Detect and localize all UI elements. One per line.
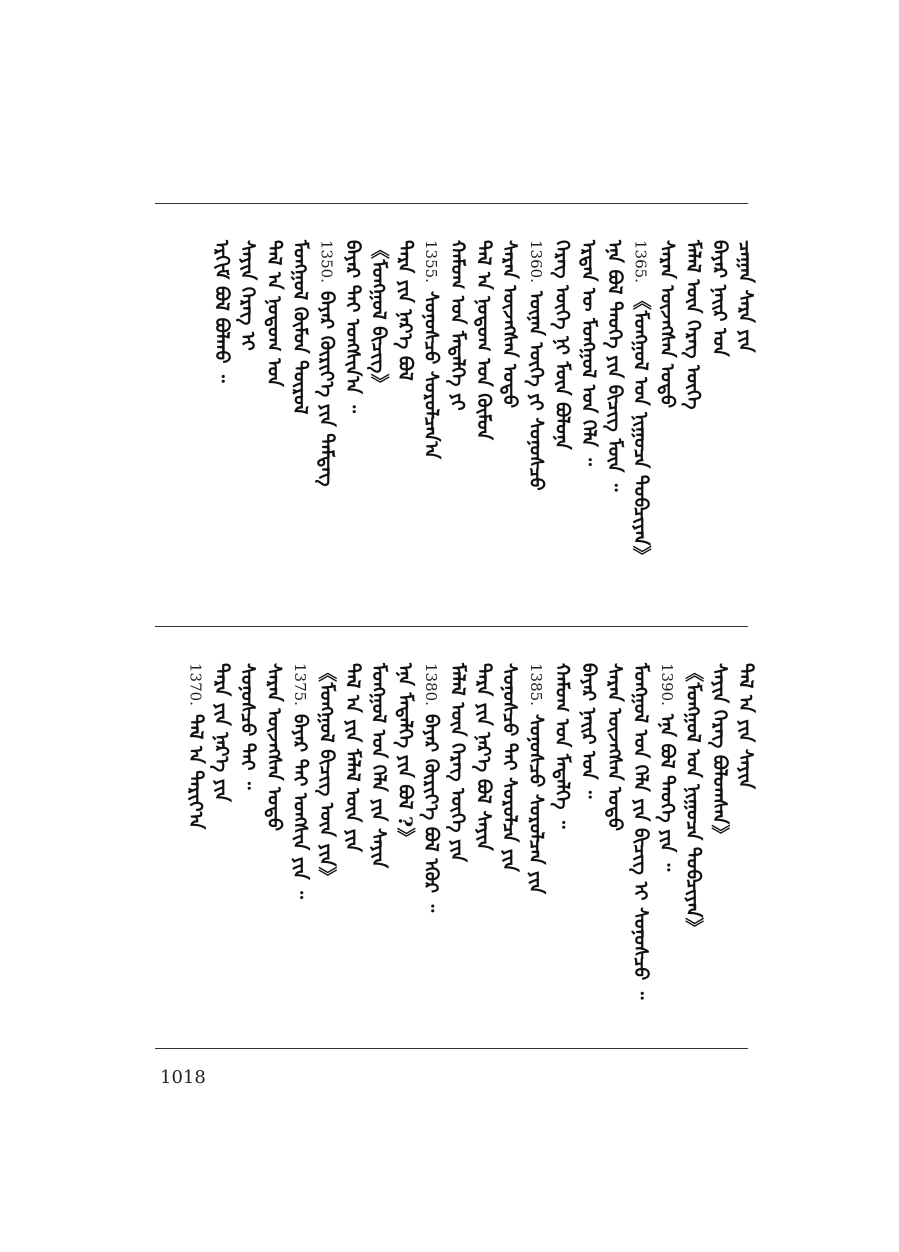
verse-line: ᠡᠨᠡ ᠮᠡᠳᠡᠯᠭᠡ ᠶᠢᠨ ᠪᠣᠯ ?》: [393, 663, 416, 847]
verse-column: [311, 663, 341, 886]
verse-line: ᠲᠡᠷᠡ ᠶᠢᠨ ᠨᠡᠷ᠎ᠡ ᠶᠢᠨ: [210, 663, 233, 802]
verse-line: ᠰᠠᠶᠢᠨ ᠬᠡᠷᠡᠭ ᠢ: [236, 240, 259, 351]
verse-line: ᠰᠠᠷᠠᠨ ᠦᠵᠡᠭᠰᠡᠨ ᠣᠳᠤ: [655, 240, 678, 408]
line-number: 1375.: [291, 663, 310, 706]
verse-line: ᠰᠣᠨᠣᠰᠴᠤ ᠰᠤᠷᠤᠯᠴᠠᠨ ᠶᠢᠨ: [524, 713, 547, 894]
verse-column: [442, 663, 472, 862]
verse-line: ᠬᠠᠮᠤᠭ ᠤᠨ ᠮᠡᠳᠡᠯᠭᠡ ᠃: [551, 663, 574, 829]
verse-column: [442, 240, 472, 411]
line-number: 1390.: [657, 663, 676, 706]
verse-column: [704, 240, 734, 356]
verse-line: ᠲᠡᠷᠡ ᠶᠢᠨ ᠨᠡᠷ᠎ᠡ ᠪᠣᠯ ᠰᠠᠶᠢᠨ: [472, 663, 495, 851]
verse-column: [468, 663, 498, 851]
verse-line: ᠪᠠᠶᠠᠷ ᠨᠠᠢᠷ ᠤᠨ ᠃: [577, 663, 600, 799]
verse-column: [258, 663, 288, 831]
verse-line: ᠡᠷᠲᠡᠨ ᠦ ᠮᠣᠩᠭᠣᠯ ᠤᠨ ᠬᠡᠯᠡ ᠃: [577, 240, 600, 466]
verse-column: [599, 663, 629, 831]
verse-column: [389, 240, 419, 381]
verse-column: [625, 240, 655, 565]
verse-line: ᠬᠡᠷᠡᠭ ᠦᠭᠡ ᠨᠢ ᠮᠥᠨ ᠪᠣᠯᠤᠨᠠ: [551, 240, 574, 450]
verse-line: 《ᠮᠣᠩᠭᠣᠯ ᠤᠨ ᠨᠢᠭᠤᠴᠠ ᠲᠣᠪᠴᠢᠶᠠᠨ》: [682, 663, 705, 937]
verse-line: ᠲᠠᠯ ᠠ ᠶᠢᠨ ᠰᠠᠶᠢᠨ: [734, 663, 757, 790]
line-number: 1385.: [526, 663, 545, 706]
verse-line: ᠬᠠᠮᠤᠭ ᠤᠨ ᠮᠡᠳᠡᠯᠭᠡ ᠶᠢ: [446, 240, 469, 411]
line-number: 1370.: [186, 663, 205, 706]
verse-column: [573, 663, 603, 799]
verse-column: [206, 663, 236, 802]
verse-column: [730, 240, 760, 352]
verse-line: ᠪᠠᠶᠠᠷ ᠬᠦᠷᠢᠶ᠎ᠡ ᠪᠣᠯ ᠡᠭᠦᠷ ᠃: [420, 713, 443, 913]
verse-section-lower: [155, 663, 757, 1043]
verse-column: [625, 663, 655, 999]
horizontal-rule-bottom: [155, 1048, 748, 1049]
horizontal-rule-top: [155, 203, 748, 204]
verse-column: [180, 663, 210, 829]
verse-column: [547, 663, 577, 829]
verse-line: ᠴᠠᠭᠠᠨ ᠰᠠᠷᠠ ᠶᠢᠨ: [734, 240, 757, 353]
verse-line: 《ᠮᠣᠩᠭᠣᠯ ᠤᠨ ᠨᠢᠭᠤᠴᠠ ᠲᠣᠪᠴᠢᠶᠠᠨ》: [629, 290, 652, 565]
verse-line: 《ᠮᠣᠩᠭᠣᠯ ᠪᠢᠴᠢᠭ ᠦᠨ ᠶᠢᠨ》: [315, 663, 338, 886]
verse-column: [337, 663, 367, 852]
verse-column: [494, 663, 524, 872]
verse-column: [363, 663, 393, 868]
verse-section-upper: [155, 240, 757, 620]
verse-column: [573, 240, 603, 466]
verse-line: ᠰᠠᠷᠠᠨ ᠦᠵᠡᠭᠰᠡᠨ ᠣᠳᠤ: [603, 663, 626, 831]
verse-line: ᠰᠠᠷᠠᠨ ᠦᠵᠡᠭᠰᠡᠨ ᠣᠳᠤ: [262, 663, 285, 831]
line-number: 1380.: [422, 663, 441, 706]
verse-column: [520, 240, 550, 491]
verse-line: ᠪᠠᠶᠠᠷ ᠲᠠᠢ ᠤᠩᠰᠢᠨ ᠶᠢᠨ ᠃: [289, 713, 312, 899]
verse-column: [730, 663, 760, 789]
horizontal-rule-middle: [155, 626, 748, 627]
verse-column: [311, 240, 341, 487]
verse-line: ᠲᠠᠯ ᠠ ᠨᠤᠲᠤᠭ ᠤᠨ: [262, 240, 285, 387]
verse-line: ᠡᠨᠡ ᠪᠣᠯ ᠲᠡᠦᠬᠡ ᠶᠢᠨ ᠃: [655, 713, 678, 872]
verse-line: ᠮᠣᠩᠭᠣᠯ ᠬᠦᠮᠦᠨ ᠲᠥᠷᠦᠯ: [289, 240, 312, 415]
verse-column: [416, 663, 446, 912]
verse-column: [337, 240, 367, 413]
verse-column: [678, 663, 708, 937]
verse-line: ᠪᠠᠶᠠᠷ ᠬᠦᠷᠢᠶ᠎ᠡ ᠶᠢᠨ ᠲᠡᠮᠳᠡᠭ: [315, 290, 338, 487]
verse-line: ᠲᠡᠷᠡ ᠶᠢᠨ ᠨᠡᠷ᠎ᠡ ᠪᠣᠯ: [393, 240, 416, 381]
verse-line: ᠲᠠᠯ ᠠ ᠲᠠᠷᠢᠶ᠎ᠠ: [184, 713, 207, 830]
verse-line: ᠡᠷᠬᠢᠮ ᠪᠣᠯ ᠪᠣᠯᠬᠤ ᠃: [210, 240, 233, 383]
verse-line: ᠦᠨᠡᠨ ᠦᠭᠡ ᠶᠢ ᠰᠣᠨᠣᠰᠴᠤ: [524, 290, 547, 491]
line-number: 1350.: [317, 240, 336, 283]
line-number: 1360.: [526, 240, 545, 283]
verse-line: ᠮᠣᠩᠭᠣᠯ ᠤᠨ ᠬᠡᠯᠡ ᠶᠢᠨ ᠪᠢᠴᠢᠭ ᠢ ᠰᠣᠨᠣᠰᠴᠤ ᠃: [629, 663, 652, 1000]
verse-column: [232, 240, 262, 351]
verse-line: ᠮᠣᠩᠭᠣᠯ ᠤᠨ ᠬᠡᠯᠡ ᠶᠢᠨ ᠰᠠᠶᠢᠨ: [367, 663, 390, 869]
verse-column: [206, 240, 236, 383]
verse-column: [363, 240, 393, 393]
verse-line: 《ᠮᠣᠩᠭᠣᠯ ᠪᠢᠴᠢᠭ》: [367, 240, 390, 393]
verse-column: [494, 240, 524, 408]
verse-line: ᠪᠠᠶᠠᠷ ᠨᠠᠢᠷ ᠤᠨ: [708, 240, 731, 357]
verse-column: [520, 663, 550, 894]
verse-column: [468, 240, 498, 440]
verse-line: ᠰᠠᠶᠢᠨ ᠬᠡᠷᠡᠭ ᠪᠣᠯᠤᠭᠰᠠᠨ》: [708, 663, 731, 844]
verse-line: ᠰᠠᠷᠠᠨ ᠦᠵᠡᠭᠰᠡᠨ ᠣᠳᠤ: [498, 240, 521, 408]
verse-line: ᠰᠣᠨᠣᠰᠴᠤ ᠲᠠᠢ ᠰᠤᠷᠤᠯᠴᠠ ᠶᠢᠨ: [498, 663, 521, 872]
page-number: 1018: [160, 1067, 206, 1088]
verse-column: [389, 663, 419, 847]
verse-line: ᠡᠨᠡ ᠪᠣᠯ ᠲᠡᠦᠬᠡ ᠶᠢᠨ ᠪᠢᠴᠢᠭ ᠮᠥᠨ ᠃: [603, 240, 626, 492]
verse-column: [678, 240, 708, 409]
verse-line: ᠰᠣᠨᠣᠰᠴᠤ ᠲᠠᠢ ᠃: [236, 663, 259, 790]
line-number: 1355.: [422, 240, 441, 283]
verse-column: [416, 240, 446, 459]
verse-column: [232, 663, 262, 790]
verse-column: [285, 663, 315, 899]
verse-line: ᠪᠠᠶᠠᠷ ᠲᠠᠢ ᠤᠩᠰᠢᠨ᠎ᠠ ᠃: [341, 240, 364, 413]
verse-column: [651, 240, 681, 408]
verse-column: [704, 663, 734, 844]
verse-line: ᠲᠠᠯ ᠠ ᠶᠢᠨ ᠮᠠᠯᠠᠯ ᠦᠨ ᠶᠢᠨ: [341, 663, 364, 852]
verse-column: [599, 240, 629, 492]
verse-line: ᠰᠣᠨᠣᠰᠴᠤ ᠰᠤᠷᠤᠯᠴᠠᠨ᠎ᠠ: [420, 290, 443, 460]
verse-column: [547, 240, 577, 450]
verse-column: [651, 663, 681, 871]
verse-line: ᠮᠠᠯᠠᠯ ᠦᠨ ᠬᠡᠷᠡᠭ ᠦᠭᠡ: [682, 240, 705, 410]
line-number: 1365.: [631, 240, 650, 283]
verse-line: ᠮᠠᠯᠠᠯ ᠦᠨ ᠬᠡᠷᠡᠭ ᠦᠭᠡ ᠶᠢᠨ: [446, 663, 469, 863]
verse-line: ᠲᠠᠯ ᠠ ᠨᠤᠲᠤᠭ ᠤᠨ ᠬᠦᠮᠦᠨ: [472, 240, 495, 441]
verse-column: [258, 240, 288, 387]
verse-column: [285, 240, 315, 414]
